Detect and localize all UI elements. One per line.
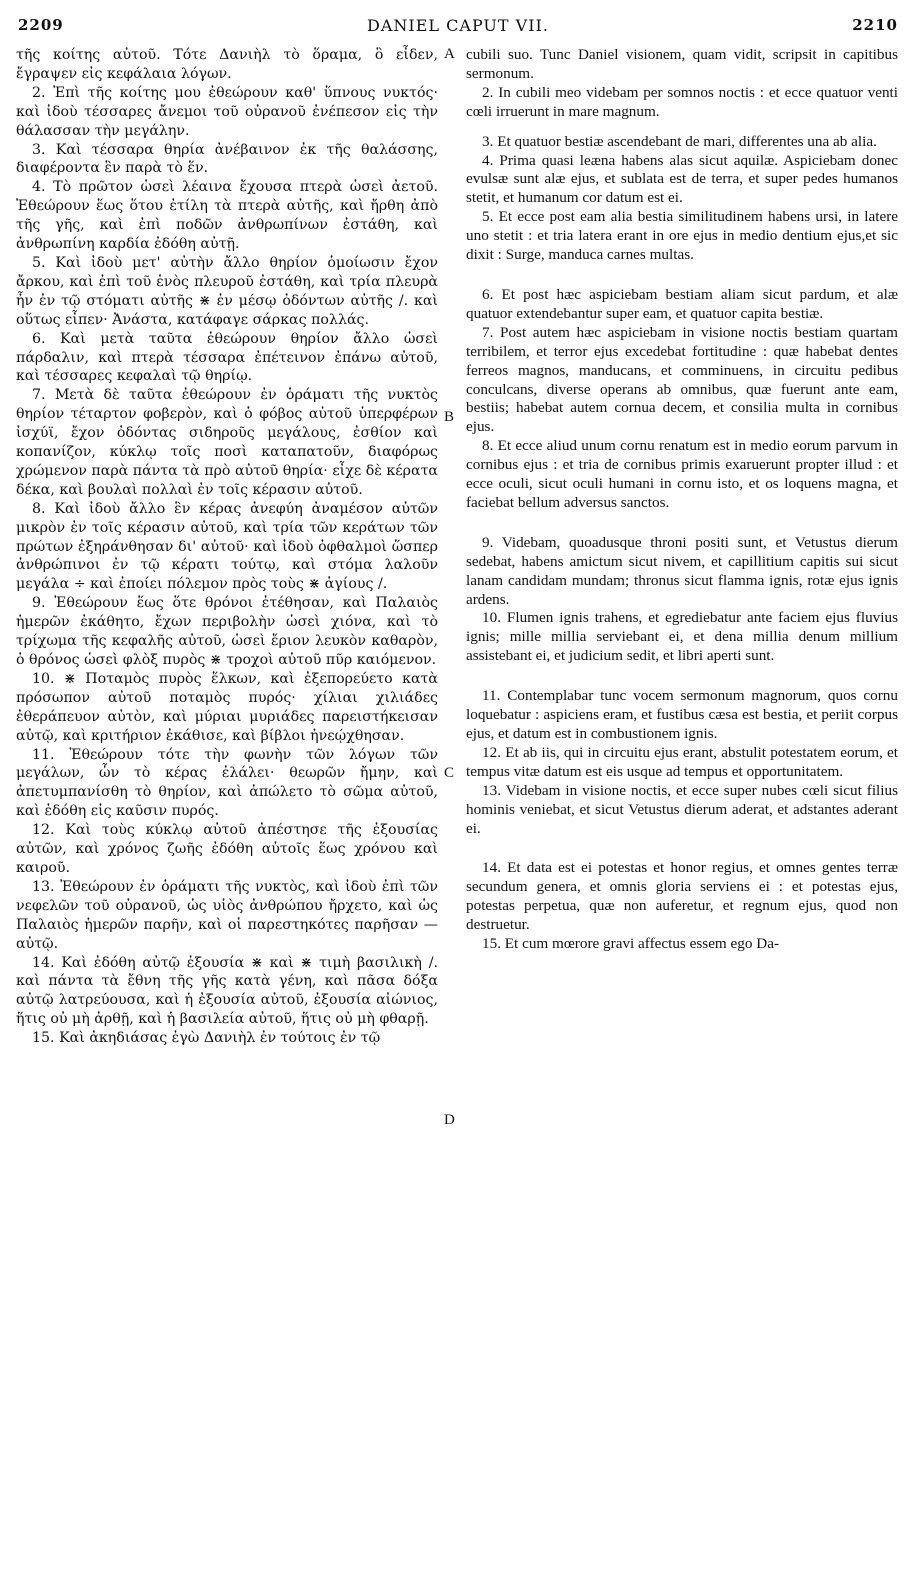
greek-verse-1: τῆς κοίτης αὐτοῦ. Τότε Δανιὴλ τὸ ὅραμα, ὃ εἶδεν, ἔγραψεν εἰς κεφάλαια λόγων. xyxy=(16,47,438,82)
greek-column xyxy=(16,46,438,1048)
latin-verse-4: 4. Prima quasi leæna habens alas sicut aquilæ. Aspiciebam donec evulsæ sunt alæ ejus, et sublata est de terra, et super pedes humanos stetit, et humanum cor datum est ei. xyxy=(466,151,898,207)
greek-verse-14: 14. Καὶ ἐδόθη αὐτῷ ἐξουσία ⋇ καὶ ⋇ τιμὴ βασιλικὴ /. καὶ πάντα τὰ ἔθνη τῆς γῆς κατὰ γένη, καὶ πᾶσα δόξα αὐτῷ λατρεύουσα, καὶ ἡ ἐξουσία αὐτοῦ, ἐξουσία αἰώνιος, ἥτις οὐ μὴ ἀρθῇ, καὶ ἡ βασιλεία αὐτοῦ, ἥτις οὐ μὴ φθαρῇ. xyxy=(16,954,438,1028)
greek-verse-2: 2. Ἐπὶ τῆς κοίτης μου ἐθεώρουν καθ' ὕπνους νυκτός· καὶ ἰδοὺ τέσσαρες ἄνεμοι τοῦ οὐρανοῦ ἐνέπεσον εἰς τὴν θάλασσαν τὴν μεγάλην. xyxy=(16,84,438,139)
latin-verse-9: 9. Videbam, quoadusque throni positi sunt, et Vetustus dierum sedebat, habens amictum sicut nivem, et capillitium capitis sui sicut lanam candidam mundam; thronus sicut flamma ignis, rotæ ejus ignis ardens. xyxy=(466,533,898,608)
latin-verse-6: 6. Et post hæc aspiciebam bestiam aliam sicut pardum, et alæ quatuor extendebantur super eam, et quatuor capita bestiæ. xyxy=(466,285,898,322)
latin-column xyxy=(466,46,898,954)
left-page-number: 2209 xyxy=(18,16,64,34)
latin-verse-12: 12. Et ab iis, qui in circuitu ejus erant, abstulit potestatem eorum, et tempus vitæ datum est eis usque ad tempus et opportunitatem. xyxy=(466,743,898,780)
latin-verse-13: 13. Videbam in visione noctis, et ecce super nubes cœli sicut filius hominis veniebat, et sicut Vetustus dierum aderat, et adstantes aderant ei. xyxy=(466,781,898,837)
margin-marker-b: B xyxy=(444,409,455,425)
right-page-number: 2210 xyxy=(852,16,898,34)
latin-verse-8: 8. Et ecce aliud unum cornu renatum est in medio eorum parvum in cornibus ejus : et tria de cornibus primis exaruerunt propter illud : et ecce oculi, sicut oculi humani in cornu isto, et os loquens magna, et faciebat bellum adversus sanctos. xyxy=(466,437,898,511)
greek-verse-11: 11. Ἐθεώρουν τότε τὴν φωνὴν τῶν λόγων τῶν μεγάλων, ὧν τὸ κέρας ἐλάλει· θεωρῶν ἤμην, καὶ ἀπετυμπανίσθη τὸ θηρίον, καὶ ἀπώλετο τὸ σῶμα αὐτοῦ, καὶ ἐδόθη εἰς καῦσιν πυρός. xyxy=(16,746,438,820)
latin-verse-3: 3. Et quatuor bestiæ ascendebant de mari, differentes una ab alia. xyxy=(482,132,877,150)
greek-verse-3: 3. Καὶ τέσσαρα θηρία ἀνέβαινον ἐκ τῆς θαλάσσης, διαφέροντα ἓν παρὰ τὸ ἕν. xyxy=(16,141,438,177)
greek-verse-6: 6. Καὶ μετὰ ταῦτα ἐθεώρουν θηρίον ἄλλο ὡσεὶ πάρδαλιν, καὶ πτερὰ τέσσαρα ἐπέτεινον ἐπάνω αὐτοῦ, καὶ τέσσαρες κεφαλαὶ τῷ θηρίῳ. xyxy=(16,330,438,385)
greek-verse-4: 4. Τὸ πρῶτον ὡσεὶ λέαινα ἔχουσα πτερὰ ὡσεὶ ἀετοῦ. Ἐθεώρουν ἕως ὅτου ἐτίλη τὰ πτερὰ αὐτῆς, καὶ ἤρθη ἀπὸ τῆς γῆς, καὶ ἐπὶ ποδῶν ἀνθρωπίνων ἐστάθη, καὶ ἀνθρωπίνη καρδία ἐδόθη αὐτῇ. xyxy=(16,179,438,253)
latin-verse-2: 2. In cubili meo videbam per somnos noctis : et ecce quatuor venti cœli irruerunt in mare magnum. xyxy=(466,83,898,120)
latin-verse-14: 14. Et data est ei potestas et honor regius, et omnes gentes terræ secundum genera, et omnis gloria serviens ei : et potestas ejus, potestas perpetua, quæ non auferetur, et regnum ejus, quod non destruetur. xyxy=(466,859,898,934)
margin-marker-d: D xyxy=(444,1112,455,1128)
latin-verse-7: 7. Post autem hæc aspiciebam in visione noctis bestiam quartam terribilem, et terror ejus excedebat fortitudine : quæ habebat dentes ferreos magnos, manducans, et comminuens, in circuitu pedibus conculcans, diverse operans ab omnibus, quæ fuerunt ante eam, bestiis; habebat autem cornua decem, et consilia multa in cornibus ejus. xyxy=(466,323,898,436)
greek-verse-13: 13. Ἐθεώρουν ἐν ὁράματι τῆς νυκτὸς, καὶ ἰδοὺ ἐπὶ τῶν νεφελῶν τοῦ οὐρανοῦ, ὡς υἱὸς ἀνθρώπου ἤρχετο, καὶ ὡς Παλαιὸς ἡμερῶν παρῆν, καὶ οἱ παρεστηκότες παρῆσαν — αὐτῷ. xyxy=(16,878,438,952)
page-header xyxy=(18,16,898,38)
latin-verse-10: 10. Flumen ignis trahens, et egrediebatur ante faciem ejus fluvius ignis; mille millia serviebant ei, et dena millia denum millium assistebant ei, et judicium sedit, et libri aperti sunt. xyxy=(466,609,898,665)
page-title: DANIEL CAPUT VII. xyxy=(367,16,549,35)
greek-verse-10: 10. ⋇ Ποταμὸς πυρὸς ἕλκων, καὶ ἐξεπορεύετο κατὰ πρόσωπον αὐτοῦ ποταμὸς πυρός· χίλιαι χιλιάδες ἐθεράπευον αὐτὸν, καὶ μύριαι μυριάδες παρειστήκεισαν αὐτῷ, καὶ κριτήριον ἐκάθισε, καὶ βίβλοι ἠνεῴχθησαν. xyxy=(16,670,438,744)
latin-verse-15: 15. Et cum mœrore gravi affectus essem ego Da- xyxy=(482,935,780,953)
greek-verse-8: 8. Καὶ ἰδοὺ ἄλλο ἓν κέρας ἀνεφύη ἀναμέσον αὐτῶν μικρὸν ἐν τοῖς κέρασιν αὐτοῦ, καὶ τρία τῶν κεράτων τῶν πρώτων ἐξηράνθησαν δι' αὐτοῦ· καὶ ἰδοὺ ὀφθαλμοὶ ὥσπερ ἀνθρώπινοι ἐν τῷ κέρατι τούτῳ, καὶ στόμα λαλοῦν μεγάλα ÷ καὶ ἐποίει πόλεμον πρὸς τοὺς ⋇ ἁγίους /. xyxy=(16,500,438,593)
greek-verse-9: 9. Ἐθεώρουν ἕως ὅτε θρόνοι ἐτέθησαν, καὶ Παλαιὸς ἡμερῶν ἐκάθητο, ἔχων περιβολὴν ὡσεὶ χιόνα, καὶ τὸ τρίχωμα τῆς κεφαλῆς αὐτοῦ, ὡσεὶ ἔριον λευκὸν καθαρὸν, ὁ θρόνος ὡσεὶ φλὸξ πυρὸς ⋇ τροχοὶ αὐτοῦ πῦρ καιόμενον. xyxy=(16,595,438,668)
greek-verse-7: 7. Μετὰ δὲ ταῦτα ἐθεώρουν ἐν ὁράματι τῆς νυκτὸς θηρίον τέταρτον φοβερὸν, καὶ ὁ φόβος αὐτοῦ ὑπερφέρων ἰσχύϊ, ἔχον ὀδόντας σιδηροῦς μεγάλους, ἐσθίον καὶ κοπανίζον, κύκλῳ τοῖς ποσὶ καταπατοῦν, διαφόρως χρώμενον παρὰ πάντα τὰ πρὸ αὐτοῦ θηρία· εἶχε δὲ κέρατα δέκα, καὶ βουλαὶ πολλαὶ ἐν τοῖς κέρασιν αὐτοῦ. xyxy=(16,387,438,498)
greek-verse-5: 5. Καὶ ἰδοὺ μετ' αὐτὴν ἄλλο θηρίον ὁμοίωσιν ἔχον ἄρκου, καὶ ἐπὶ τοῦ ἑνὸς πλευροῦ ἐστάθη, καὶ τρία πλευρὰ ἦν ἐν τῷ στόματι αὐτῆς ⋇ ἐν μέσῳ ὀδόντων αὐτῆς /. καὶ οὕτως εἶπεν· Ἀνάστα, κατάφαγε σάρκας πολλάς. xyxy=(16,254,438,328)
margin-marker-c: C xyxy=(444,765,455,781)
latin-verse-1: cubili suo. Tunc Daniel visionem, quam vidit, scripsit in capitibus sermonum. xyxy=(466,46,898,82)
latin-verse-11: 11. Contemplabar tunc vocem sermonum magnorum, quos cornu loquebatur : aspiciens eram, et fustibus cæsa est bestia, et periit corpus ejus, et datum est in combustionem ignis. xyxy=(466,687,898,742)
greek-verse-15: 15. Καὶ ἀκηδιάσας ἐγὼ Δανιὴλ ἐν τούτοις ἐν τῷ xyxy=(32,1030,381,1047)
margin-marker-a: A xyxy=(444,46,455,62)
greek-verse-12: 12. Καὶ τοὺς κύκλῳ αὐτοῦ ἀπέστησε τῆς ἐξουσίας αὐτῶν, καὶ χρόνος ζωῆς ἐδόθη αὐτοῖς ἕως χρόνου καὶ καιροῦ. xyxy=(16,822,438,876)
latin-verse-5: 5. Et ecce post eam alia bestia similitudinem habens ursi, in latere uno stetit : et tria latera erant in ore ejus in medio dentium ejus,et sic dixit : Surge, manduca carnes multas. xyxy=(466,208,898,264)
